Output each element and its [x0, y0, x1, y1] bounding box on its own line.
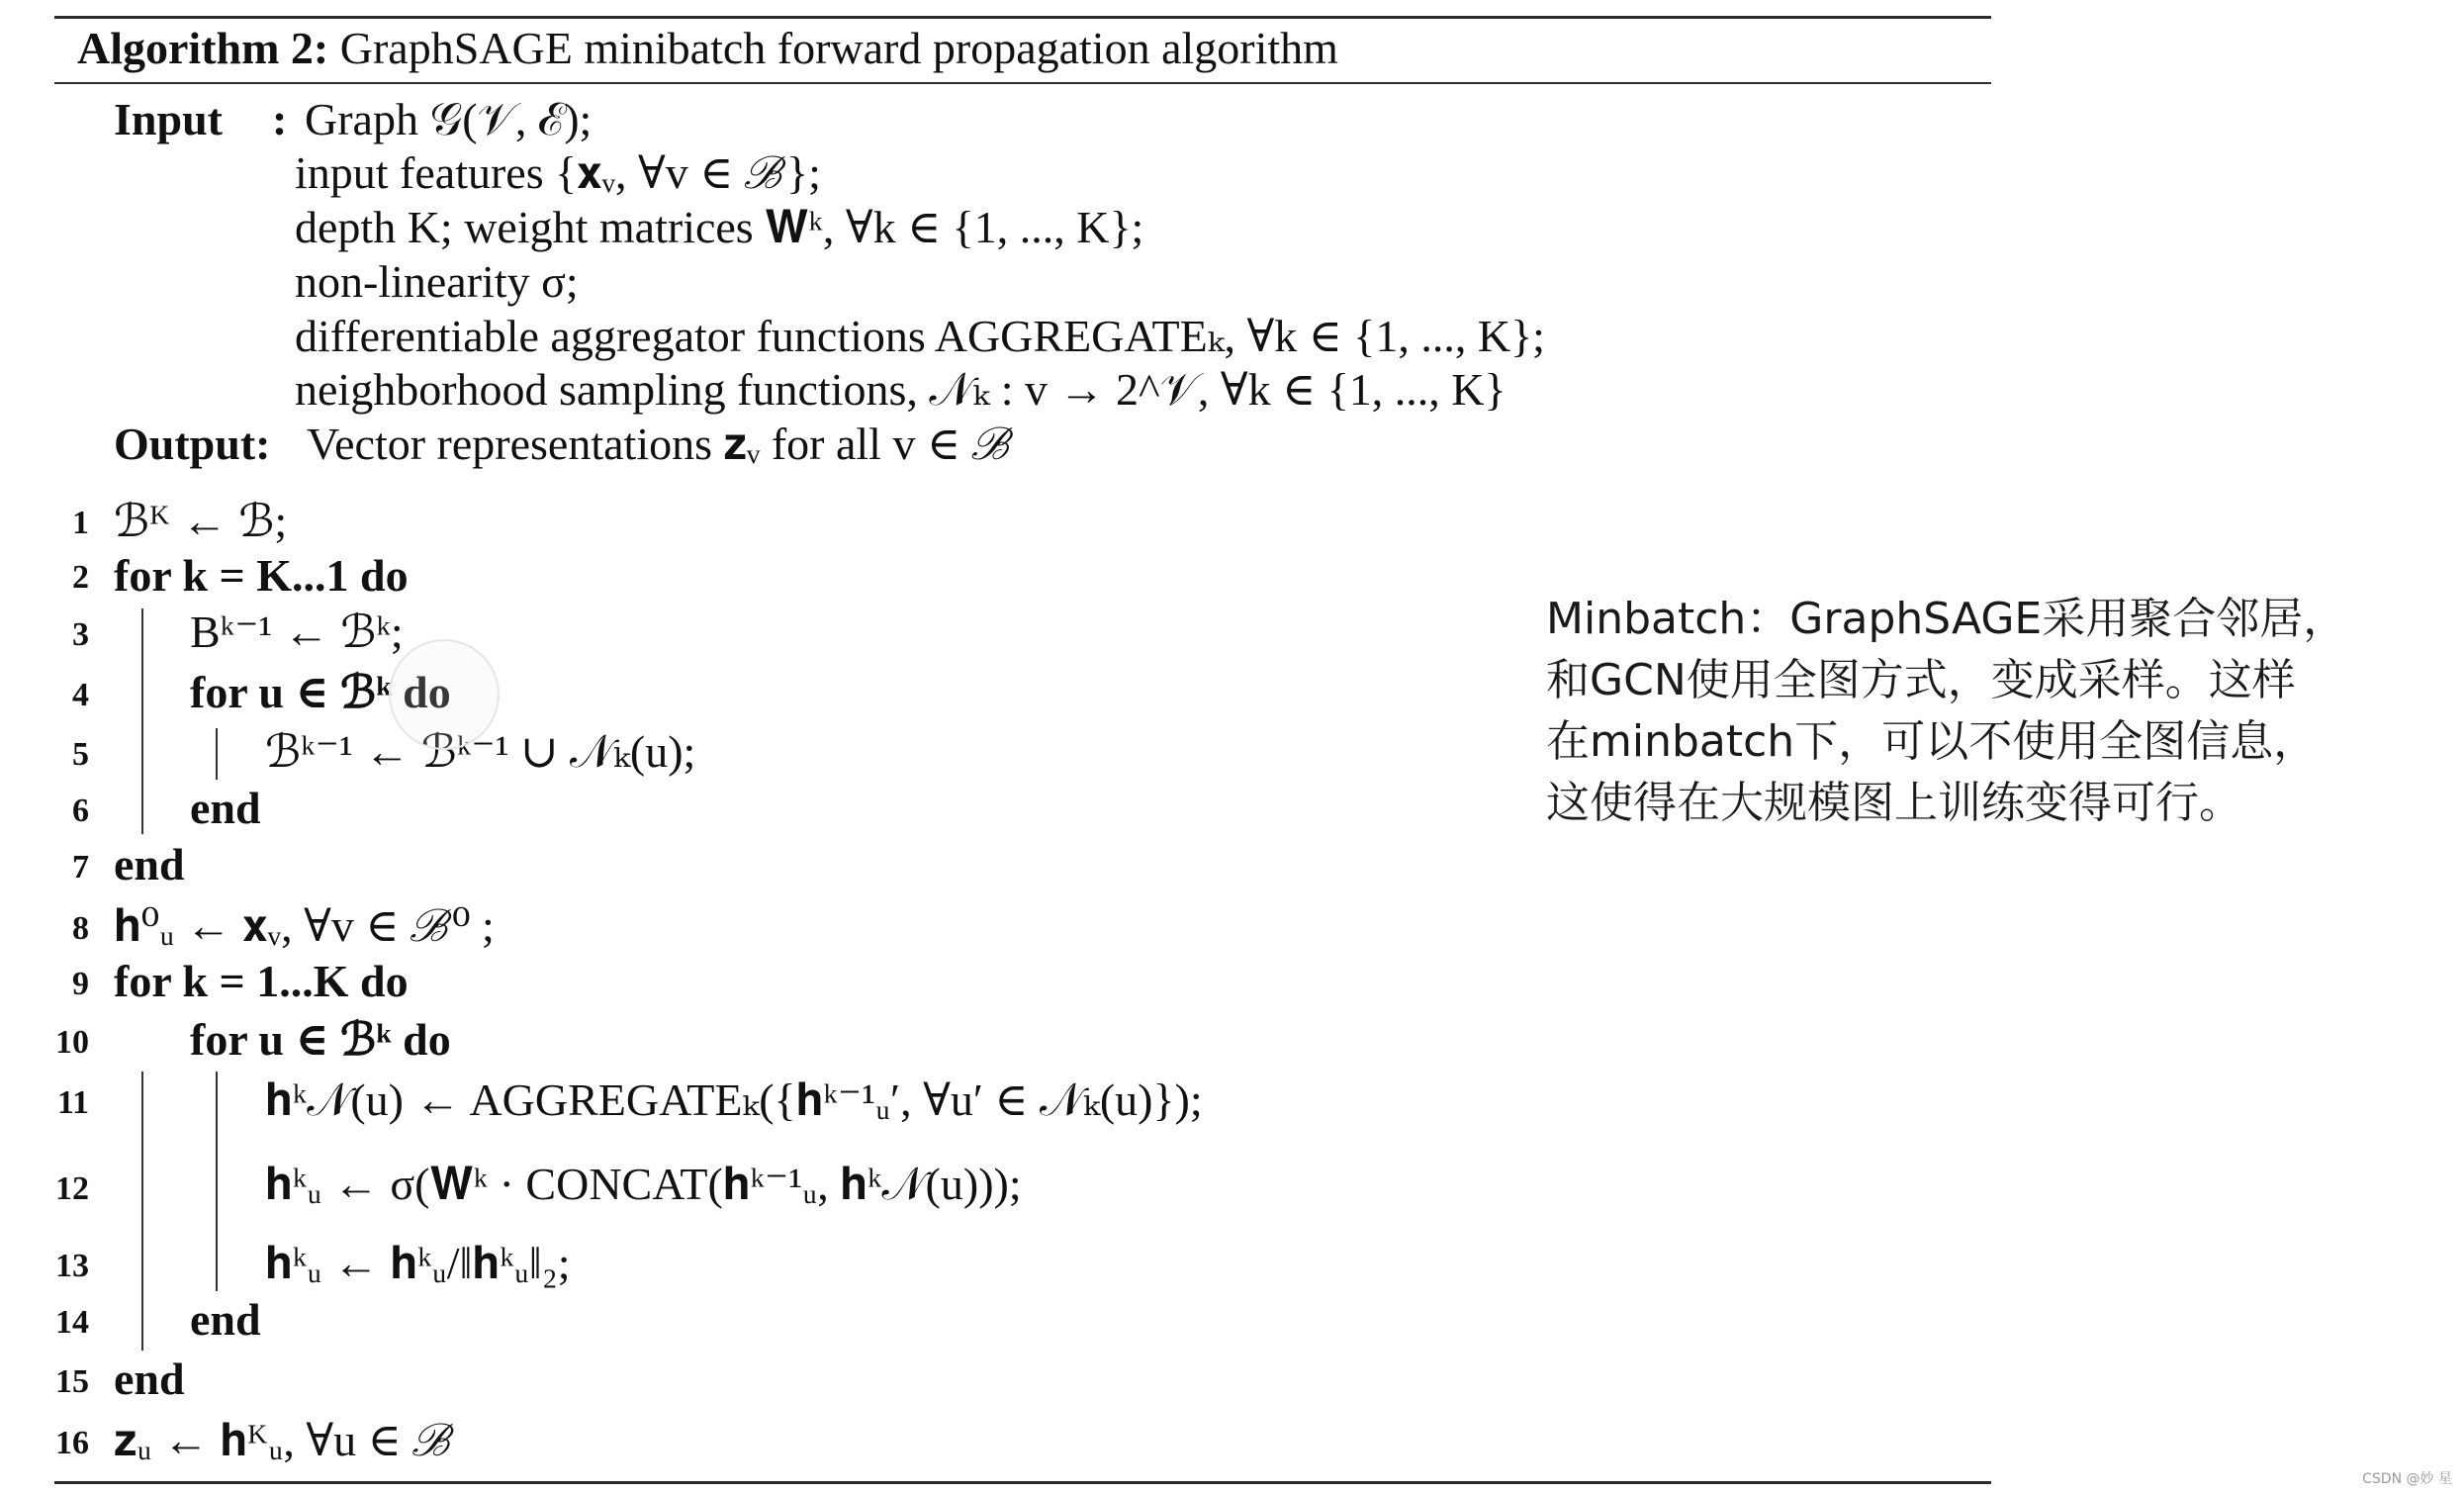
line-number: 12 [55, 1170, 89, 1207]
input-line-depth [295, 201, 1143, 254]
input-features-text: input features {𝐱ᵥ, ∀v ∈ ℬ}; [295, 147, 821, 198]
algo-line: 𝐳ᵤ ← 𝐡ᴷᵤ, ∀u ∈ ℬ [114, 1415, 455, 1465]
line-number: 1 [72, 505, 89, 541]
note-line: 这使得在大规模图上训练变得可行。 [1546, 778, 2242, 828]
cursor-highlight [389, 639, 500, 750]
algo-line: end [114, 1354, 185, 1404]
algo-line: for k = K...1 do [114, 550, 409, 601]
line-number: 6 [72, 793, 89, 829]
bottom-rule [54, 1481, 1991, 1484]
algorithm-label: Algorithm 2: [77, 23, 329, 73]
algo-line: 𝐡ᵏᵤ ← σ(𝐖ᵏ · CONCAT(𝐡ᵏ⁻¹ᵤ, 𝐡ᵏ𝒩(u))); [265, 1159, 1022, 1209]
header-rule [54, 82, 1991, 84]
input-line-features [295, 146, 821, 200]
algo-line: end [190, 1294, 261, 1345]
note-line: 在minbatch下，可以不使用全图信息， [1546, 716, 2318, 767]
input-label: Input [114, 94, 223, 144]
input-aggregator-text: differentiable aggregator functions AGGREGATEₖ, ∀k ∈ {1, ..., K}; [295, 311, 1545, 361]
note-line: 和GCN使用全图方式，变成采样。这样 [1546, 655, 2296, 705]
line-number: 9 [72, 966, 89, 1002]
algo-line: for u ∈ ℬᵏ do [190, 667, 451, 717]
watermark: CSDN @妙 星 [2362, 1471, 2452, 1487]
input-sampling-text: neighborhood sampling functions, 𝒩ₖ : v → 2^𝒱, ∀k ∈ {1, ..., K} [295, 364, 1506, 415]
output-label: Output: [114, 419, 271, 469]
line-number: 11 [56, 1084, 89, 1121]
note-line: Minbatch：GraphSAGE采用聚合邻居， [1546, 594, 2347, 644]
algo-line: 𝐡⁰ᵤ ← 𝐱ᵥ, ∀v ∈ ℬ⁰ ; [114, 900, 495, 951]
line-number: 2 [72, 559, 89, 596]
algo-line: ℬᴷ ← ℬ; [114, 496, 288, 546]
input-graph-text: Graph 𝒢(𝒱, ℰ); [305, 94, 593, 144]
output-text: Vector representations 𝐳ᵥ for all v ∈ ℬ [307, 419, 1014, 469]
algorithm-title [77, 18, 1338, 79]
indent-bar [141, 1072, 143, 1351]
input-colon: : [272, 94, 288, 144]
line-number: 10 [55, 1024, 89, 1061]
indent-bar [216, 1072, 218, 1291]
input-depth-text: depth K; weight matrices 𝐖ᵏ, ∀k ∈ {1, ..., K}; [295, 202, 1144, 252]
algorithm-name: GraphSAGE minibatch forward propagation algorithm [339, 23, 1338, 73]
algo-line: end [190, 783, 261, 833]
line-number: 7 [72, 849, 89, 886]
algo-line: 𝐡ᵏ𝒩(u) ← AGGREGATEₖ({𝐡ᵏ⁻¹ᵤ′, ∀u′ ∈ 𝒩ₖ(u)}); [265, 1074, 1203, 1125]
input-line-sampling [295, 363, 1506, 417]
algo-line: for u ∈ ℬᵏ do [190, 1014, 451, 1065]
indent-bar [216, 728, 218, 780]
line-number: 4 [72, 677, 89, 713]
algo-line: Bᵏ⁻¹ ← ℬᵏ; [190, 607, 404, 657]
algo-line: ℬᵏ⁻¹ ← ℬᵏ⁻¹ ∪ 𝒩ₖ(u); [265, 726, 696, 777]
input-line-aggregator [295, 310, 1545, 363]
algo-line: 𝐡ᵏᵤ ← 𝐡ᵏᵤ/‖𝐡ᵏᵤ‖₂; [265, 1238, 571, 1288]
input-line-graph [305, 93, 592, 146]
input-nonlinearity-text: non-linearity σ; [295, 256, 579, 307]
line-number: 15 [55, 1363, 89, 1400]
line-number: 5 [72, 736, 89, 773]
line-number: 3 [72, 616, 89, 653]
input-line-nonlinearity [295, 255, 579, 309]
line-number: 16 [55, 1425, 89, 1461]
line-number: 14 [55, 1304, 89, 1341]
algo-line: for k = 1...K do [114, 956, 409, 1006]
line-number: 13 [55, 1248, 89, 1284]
annotation-note [1546, 589, 2436, 834]
indent-bar [141, 608, 143, 834]
algo-line: end [114, 839, 185, 889]
line-number: 8 [72, 910, 89, 947]
